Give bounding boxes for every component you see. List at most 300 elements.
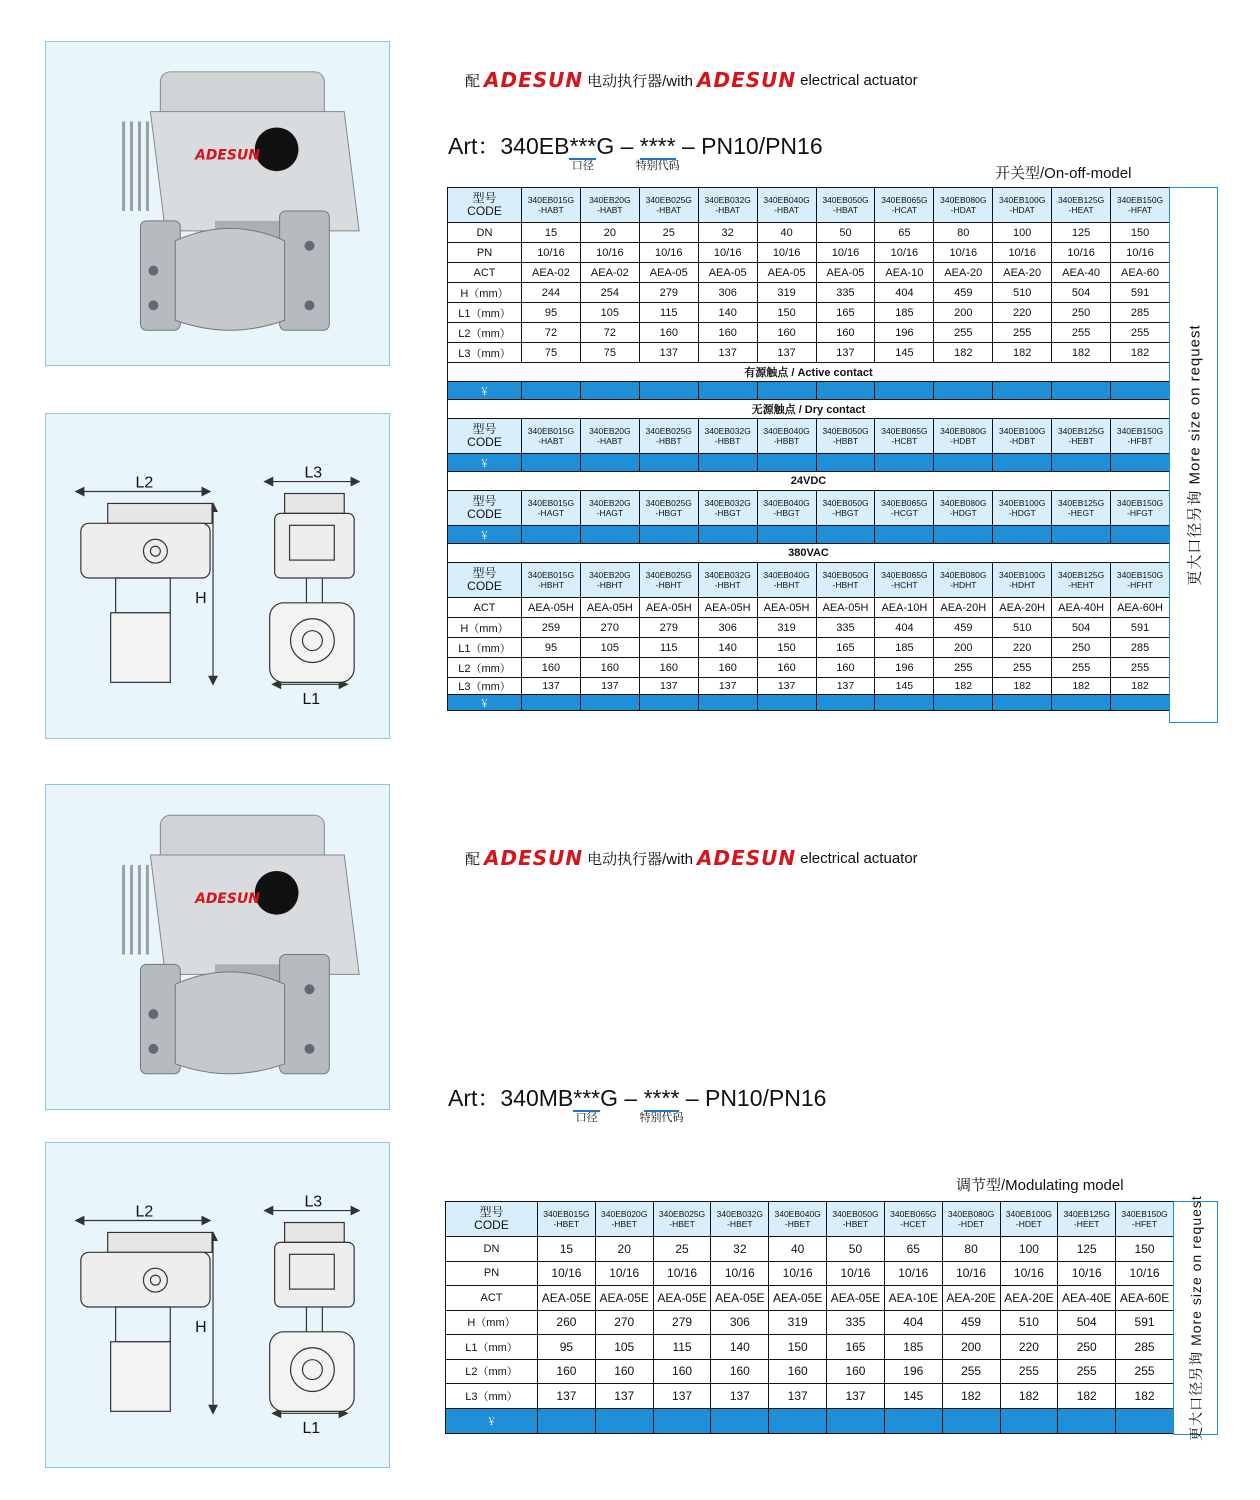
spec-table-onoff xyxy=(447,187,1170,711)
valve-illustration xyxy=(124,815,360,1073)
price-cell xyxy=(580,695,639,711)
price-cell xyxy=(816,526,875,544)
price-row xyxy=(446,1408,1174,1433)
table-cell: 10/16 xyxy=(711,1261,769,1286)
table-row xyxy=(448,263,1170,283)
model-code: 340EB20G -HABT xyxy=(580,419,639,454)
table-cell: 200 xyxy=(942,1335,1000,1360)
table-cell: 404 xyxy=(884,1310,942,1335)
table-cell: 504 xyxy=(1052,283,1111,303)
table-cell: 137 xyxy=(653,1384,711,1409)
table-cell: 150 xyxy=(1116,1237,1174,1262)
row-label: H（mm） xyxy=(448,618,522,638)
art-stars: **** xyxy=(643,1085,680,1111)
section-title: 380VAC xyxy=(448,544,1170,563)
table-row xyxy=(448,283,1170,303)
price-cell xyxy=(522,695,581,711)
model-label-modulating: 调节型/Modulating model xyxy=(956,1177,1124,1194)
table-cell: 145 xyxy=(884,1384,942,1409)
table-cell: 160 xyxy=(827,1359,885,1384)
model-code: 340EB125G -HEET xyxy=(1058,1202,1116,1237)
price-cell xyxy=(816,695,875,711)
table-cell: 165 xyxy=(816,638,875,658)
table-cell: 182 xyxy=(1000,1384,1058,1409)
price-cell xyxy=(757,454,816,472)
table-cell: AEA-40H xyxy=(1052,598,1111,618)
table-cell: 459 xyxy=(934,283,993,303)
row-label: L1（mm） xyxy=(448,303,522,323)
table-cell: 459 xyxy=(942,1310,1000,1335)
table-cell: 160 xyxy=(639,323,698,343)
table-cell: 220 xyxy=(993,303,1052,323)
table-row xyxy=(448,618,1170,638)
price-row xyxy=(448,382,1170,400)
table-cell: 137 xyxy=(757,678,816,695)
model-code: 340EB040G -HBHT xyxy=(757,563,816,598)
table-cell: 279 xyxy=(639,283,698,303)
row-label: DN xyxy=(448,223,522,243)
price-cell xyxy=(769,1408,827,1433)
art-pn: – PN10/PN16 xyxy=(679,1085,827,1111)
price-symbol: ￥ xyxy=(448,695,522,711)
model-code: 340EB100G -HDGT xyxy=(993,491,1052,526)
table-cell: 137 xyxy=(639,343,698,363)
model-code: 340EB080G -HDGT xyxy=(934,491,993,526)
side-note-modulating xyxy=(1173,1195,1218,1441)
model-code: 340EB040G -HBGT xyxy=(757,491,816,526)
table-cell: 504 xyxy=(1052,618,1111,638)
label-L3: L3 xyxy=(304,464,323,482)
model-code: 340EB032G -HBHT xyxy=(698,563,757,598)
art-pn: – PN10/PN16 xyxy=(675,133,823,159)
art-stars: *** xyxy=(573,1085,601,1111)
table-row xyxy=(446,1359,1174,1384)
row-label: L3（mm） xyxy=(448,343,522,363)
table-cell: 270 xyxy=(595,1310,653,1335)
code-label: 型号 CODE xyxy=(448,491,522,526)
table-cell: 306 xyxy=(711,1310,769,1335)
table-row xyxy=(448,243,1170,263)
row-label: ACT xyxy=(448,263,522,283)
code-row xyxy=(448,419,1170,454)
table-cell: 255 xyxy=(1116,1359,1174,1384)
svg-text:ADESUN: ADESUN xyxy=(195,147,260,164)
model-code: 340EB20G -HAGT xyxy=(580,491,639,526)
table-cell: 459 xyxy=(934,618,993,638)
price-symbol: ￥ xyxy=(446,1408,538,1433)
price-row xyxy=(448,695,1170,711)
table-cell: 137 xyxy=(698,343,757,363)
model-code: 340EB150G -HFGT xyxy=(1111,491,1170,526)
model-code: 340EB020G -HBET xyxy=(595,1202,653,1237)
table-cell: AEA-20 xyxy=(993,263,1052,283)
table-row xyxy=(446,1335,1174,1360)
table-cell: 255 xyxy=(993,658,1052,678)
table-cell: 160 xyxy=(639,658,698,678)
table-cell: 105 xyxy=(580,638,639,658)
table-cell: 10/16 xyxy=(580,243,639,263)
label-H: H xyxy=(195,1318,207,1336)
table-cell: AEA-40 xyxy=(1052,263,1111,283)
model-code: 340EB050G -HBHT xyxy=(816,563,875,598)
model-code: 340EB100G -HDET xyxy=(1000,1202,1058,1237)
art-stars: **** xyxy=(639,133,676,159)
table-cell: 10/16 xyxy=(522,243,581,263)
table-cell: 15 xyxy=(522,223,581,243)
table-cell: 137 xyxy=(639,678,698,695)
table-cell: 10/16 xyxy=(1058,1261,1116,1286)
price-cell xyxy=(711,1408,769,1433)
table-cell: 255 xyxy=(934,323,993,343)
row-label: L2（mm） xyxy=(448,323,522,343)
price-cell xyxy=(580,526,639,544)
table-cell: 220 xyxy=(1000,1335,1058,1360)
model-code: 340EB125G -HEBT xyxy=(1052,419,1111,454)
table-cell: 25 xyxy=(653,1237,711,1262)
table-cell: 145 xyxy=(875,343,934,363)
valve-photo-bottom xyxy=(45,784,390,1110)
model-code: 340EB150G -HFET xyxy=(1116,1202,1174,1237)
table-cell: 10/16 xyxy=(1111,243,1170,263)
table-cell: 250 xyxy=(1058,1335,1116,1360)
dimension-drawing-top xyxy=(45,413,390,739)
row-label: L3（mm） xyxy=(446,1384,538,1409)
table-cell: 65 xyxy=(875,223,934,243)
price-cell xyxy=(698,454,757,472)
model-code: 340EB100G -HDHT xyxy=(993,563,1052,598)
header-prefix: 配 xyxy=(465,850,481,868)
table-cell: AEA-60E xyxy=(1116,1286,1174,1311)
table-cell: 244 xyxy=(522,283,581,303)
table-cell: AEA-20 xyxy=(934,263,993,283)
model-code: 340EB065G -HCHT xyxy=(875,563,934,598)
model-code: 340EB032G -HBBT xyxy=(698,419,757,454)
price-cell xyxy=(698,695,757,711)
table-cell: AEA-20E xyxy=(1000,1286,1058,1311)
table-cell: 160 xyxy=(698,658,757,678)
table-cell: 105 xyxy=(580,303,639,323)
price-cell xyxy=(757,382,816,400)
table-cell: 255 xyxy=(1052,323,1111,343)
price-cell xyxy=(993,454,1052,472)
table-cell: AEA-40E xyxy=(1058,1286,1116,1311)
price-cell xyxy=(580,454,639,472)
table-cell: 260 xyxy=(538,1310,596,1335)
row-label: L2（mm） xyxy=(448,658,522,678)
table-row xyxy=(448,303,1170,323)
price-cell xyxy=(1052,695,1111,711)
table-cell: 10/16 xyxy=(595,1261,653,1286)
table-cell: 75 xyxy=(522,343,581,363)
table-cell: AEA-05E xyxy=(711,1286,769,1311)
art-g: G xyxy=(596,133,615,159)
table-cell: 80 xyxy=(934,223,993,243)
side-note-text: 更大口径另询 More size on request xyxy=(1187,1195,1204,1441)
actuator-header-bottom xyxy=(465,846,918,870)
row-label: L1（mm） xyxy=(446,1335,538,1360)
model-code: 340EB050G -HBGT xyxy=(816,491,875,526)
table-cell: AEA-05H xyxy=(522,598,581,618)
table-cell: 20 xyxy=(580,223,639,243)
table-cell: 279 xyxy=(639,618,698,638)
price-cell xyxy=(934,526,993,544)
table-cell: AEA-05E xyxy=(538,1286,596,1311)
price-cell xyxy=(595,1408,653,1433)
model-code: 340EB015G -HABT xyxy=(522,419,581,454)
table-cell: 72 xyxy=(522,323,581,343)
price-cell xyxy=(1116,1408,1174,1433)
code-label: 型号 CODE xyxy=(448,563,522,598)
price-cell xyxy=(1052,454,1111,472)
article-code-onoff xyxy=(448,128,823,172)
model-code: 340EB050G -HBBT xyxy=(816,419,875,454)
table-cell: 50 xyxy=(827,1237,885,1262)
model-code: 340EB125G -HEHT xyxy=(1052,563,1111,598)
table-cell: AEA-05H xyxy=(580,598,639,618)
table-cell: 10/16 xyxy=(1000,1261,1058,1286)
price-cell xyxy=(757,526,816,544)
art-special-code xyxy=(639,1085,684,1124)
table-cell: 137 xyxy=(538,1384,596,1409)
valve-illustration xyxy=(124,72,360,330)
table-cell: 40 xyxy=(769,1237,827,1262)
price-cell xyxy=(580,382,639,400)
brand-logo: ADESUN xyxy=(696,68,797,92)
table-cell: 32 xyxy=(698,223,757,243)
table-cell: 160 xyxy=(816,658,875,678)
table-cell: 80 xyxy=(942,1237,1000,1262)
table-cell: AEA-05H xyxy=(698,598,757,618)
table-cell: 255 xyxy=(1052,658,1111,678)
model-code: 340EB032G -HBGT xyxy=(698,491,757,526)
price-cell xyxy=(653,1408,711,1433)
label-H: H xyxy=(195,589,207,607)
dimension-drawing-bottom xyxy=(45,1142,390,1468)
table-cell: 115 xyxy=(639,638,698,658)
table-cell: 137 xyxy=(816,343,875,363)
art-prefix: Art：340EB xyxy=(448,133,570,159)
table-cell: 255 xyxy=(1000,1359,1058,1384)
table-cell: 306 xyxy=(698,618,757,638)
model-code: 340EB050G -HBET xyxy=(827,1202,885,1237)
price-symbol: ￥ xyxy=(448,526,522,544)
table-cell: 10/16 xyxy=(884,1261,942,1286)
table-cell: 150 xyxy=(757,638,816,658)
model-code: 340EB100G -HDBT xyxy=(993,419,1052,454)
table-row xyxy=(448,658,1170,678)
model-code: 340EB080G -HDHT xyxy=(934,563,993,598)
price-row xyxy=(448,526,1170,544)
section-row xyxy=(448,544,1170,563)
table-cell: 185 xyxy=(875,638,934,658)
table-cell: 220 xyxy=(993,638,1052,658)
code-label: 型号 CODE xyxy=(448,188,522,223)
price-cell xyxy=(993,382,1052,400)
price-cell xyxy=(875,695,934,711)
table-cell: 65 xyxy=(884,1237,942,1262)
table-cell: 255 xyxy=(1111,323,1170,343)
table-cell: 10/16 xyxy=(816,243,875,263)
table-cell: 319 xyxy=(757,618,816,638)
table-cell: 165 xyxy=(827,1335,885,1360)
table-cell: 160 xyxy=(769,1359,827,1384)
model-code: 340EB015G -HABT xyxy=(522,188,581,223)
table-cell: 95 xyxy=(522,638,581,658)
table-cell: 182 xyxy=(934,343,993,363)
price-cell xyxy=(1111,526,1170,544)
table-cell: 504 xyxy=(1058,1310,1116,1335)
table-cell: 140 xyxy=(711,1335,769,1360)
table-cell: 306 xyxy=(698,283,757,303)
price-cell xyxy=(698,382,757,400)
table-cell: 160 xyxy=(595,1359,653,1384)
model-code: 340EB050G -HBAT xyxy=(816,188,875,223)
section-title: 有源触点 / Active contact xyxy=(448,363,1170,382)
price-row xyxy=(448,454,1170,472)
brand-logo: ADESUN xyxy=(696,846,797,870)
model-code: 340EB025G -HBGT xyxy=(639,491,698,526)
table-cell: 20 xyxy=(595,1237,653,1262)
side-note-onoff xyxy=(1169,187,1218,723)
table-cell: 160 xyxy=(698,323,757,343)
table-cell: 160 xyxy=(711,1359,769,1384)
table-cell: AEA-05 xyxy=(698,263,757,283)
table-cell: AEA-05 xyxy=(757,263,816,283)
table-row xyxy=(446,1384,1174,1409)
table-cell: 285 xyxy=(1111,638,1170,658)
table-cell: 10/16 xyxy=(757,243,816,263)
model-code: 340EB20G -HBHT xyxy=(580,563,639,598)
table-row xyxy=(448,323,1170,343)
model-code: 340EB080G -HDBT xyxy=(934,419,993,454)
price-cell xyxy=(875,382,934,400)
table-cell: 10/16 xyxy=(942,1261,1000,1286)
model-code: 340EB100G -HDAT xyxy=(993,188,1052,223)
section-row xyxy=(448,363,1170,382)
table-cell: AEA-05E xyxy=(769,1286,827,1311)
table-cell: 182 xyxy=(934,678,993,695)
price-cell xyxy=(522,454,581,472)
row-label: PN xyxy=(448,243,522,263)
row-label: ACT xyxy=(448,598,522,618)
table-cell: 150 xyxy=(757,303,816,323)
code-label: 型号 CODE xyxy=(448,419,522,454)
table-cell: 250 xyxy=(1052,638,1111,658)
model-code: 340EB015G -HBHT xyxy=(522,563,581,598)
table-cell: 10/16 xyxy=(653,1261,711,1286)
model-code: 340EB025G -HBET xyxy=(653,1202,711,1237)
label-L2: L2 xyxy=(135,474,154,492)
table-cell: 137 xyxy=(595,1384,653,1409)
table-cell: AEA-02 xyxy=(580,263,639,283)
table-cell: 137 xyxy=(711,1384,769,1409)
model-code: 340EB065G -HCAT xyxy=(875,188,934,223)
table-cell: 160 xyxy=(653,1359,711,1384)
table-row xyxy=(446,1261,1174,1286)
price-cell xyxy=(1000,1408,1058,1433)
table-cell: 335 xyxy=(827,1310,885,1335)
table-cell: 200 xyxy=(934,303,993,323)
table-cell: AEA-10 xyxy=(875,263,934,283)
table-cell: AEA-02 xyxy=(522,263,581,283)
model-code: 340EB065G -HCGT xyxy=(875,491,934,526)
table-cell: AEA-05 xyxy=(639,263,698,283)
table-cell: 185 xyxy=(884,1335,942,1360)
table-cell: 182 xyxy=(1116,1384,1174,1409)
model-code: 340EB015G -HBET xyxy=(538,1202,596,1237)
table-cell: 182 xyxy=(1111,343,1170,363)
table-row xyxy=(448,678,1170,695)
price-cell xyxy=(639,382,698,400)
table-cell: AEA-20H xyxy=(934,598,993,618)
table-cell: 404 xyxy=(875,283,934,303)
table-cell: AEA-05 xyxy=(816,263,875,283)
price-cell xyxy=(757,695,816,711)
table-cell: 196 xyxy=(875,323,934,343)
table-cell: 285 xyxy=(1116,1335,1174,1360)
row-label: L2（mm） xyxy=(446,1359,538,1384)
model-code: 340EB20G -HABT xyxy=(580,188,639,223)
price-cell xyxy=(934,382,993,400)
table-cell: 404 xyxy=(875,618,934,638)
price-cell xyxy=(1052,382,1111,400)
model-code: 340EB025G -HBBT xyxy=(639,419,698,454)
table-cell: 75 xyxy=(580,343,639,363)
art-sub-special: 特别代码 xyxy=(635,160,680,172)
section-row xyxy=(448,472,1170,491)
row-label: DN xyxy=(446,1237,538,1262)
table-cell: 150 xyxy=(1111,223,1170,243)
table-row xyxy=(446,1310,1174,1335)
actuator-header-top xyxy=(465,68,918,92)
table-cell: 15 xyxy=(538,1237,596,1262)
table-cell: AEA-05E xyxy=(595,1286,653,1311)
table-cell: AEA-05H xyxy=(816,598,875,618)
table-cell: 10/16 xyxy=(1116,1261,1174,1286)
art-sub-size: 口径 xyxy=(571,160,594,172)
price-cell xyxy=(827,1408,885,1433)
table-cell: 50 xyxy=(816,223,875,243)
code-row xyxy=(448,188,1170,223)
price-cell xyxy=(698,526,757,544)
art-prefix: Art：340MB xyxy=(448,1085,574,1111)
section-title: 24VDC xyxy=(448,472,1170,491)
section-title: 无源触点 / Dry contact xyxy=(448,400,1170,419)
price-cell xyxy=(522,526,581,544)
code-row xyxy=(446,1202,1174,1237)
price-cell xyxy=(639,526,698,544)
art-dash: – xyxy=(614,133,640,159)
table-cell: 510 xyxy=(993,618,1052,638)
table-cell: 100 xyxy=(1000,1237,1058,1262)
model-label-onoff: 开关型/On-off-model xyxy=(995,165,1132,182)
table-cell: 510 xyxy=(1000,1310,1058,1335)
table-cell: 10/16 xyxy=(639,243,698,263)
table-cell: 200 xyxy=(934,638,993,658)
table-cell: AEA-05E xyxy=(827,1286,885,1311)
price-cell xyxy=(993,526,1052,544)
table-cell: 196 xyxy=(875,658,934,678)
art-dash: – xyxy=(618,1085,644,1111)
table-cell: 285 xyxy=(1111,303,1170,323)
table-cell: 335 xyxy=(816,283,875,303)
model-code: 340EB150G -HFAT xyxy=(1111,188,1170,223)
table-cell: 140 xyxy=(698,303,757,323)
table-row xyxy=(448,638,1170,658)
model-code: 340EB080G -HDAT xyxy=(934,188,993,223)
model-code: 340EB065G -HCET xyxy=(884,1202,942,1237)
model-code: 340EB150G -HFHT xyxy=(1111,563,1170,598)
